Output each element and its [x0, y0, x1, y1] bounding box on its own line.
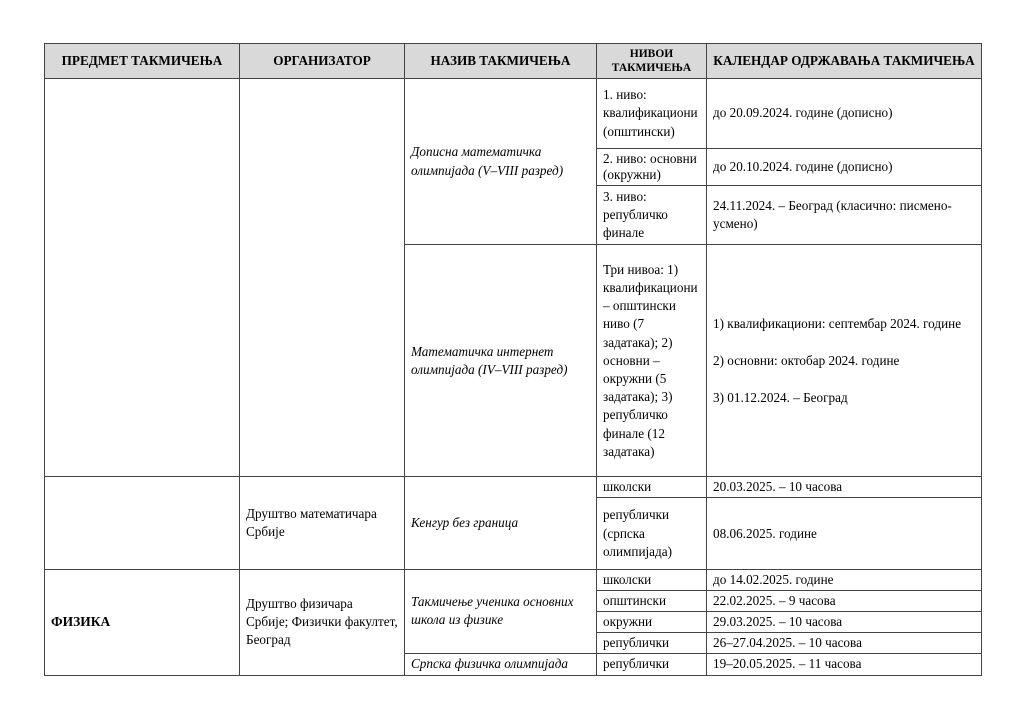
- competition-name: Дописна математичка олимпијада (V–VIII разред): [405, 79, 597, 245]
- header-subject: ПРЕДМЕТ ТАКМИЧЕЊА: [45, 44, 240, 79]
- table-row: [45, 570, 982, 591]
- organizer-cell: Друштво математичара Србије: [240, 477, 405, 570]
- date-cell: 22.02.2025. – 9 часова: [707, 591, 982, 612]
- header-level: НИВОИ ТАКМИЧЕЊА: [597, 44, 707, 79]
- subject-cell-empty: [45, 477, 240, 570]
- date-cell: до 14.02.2025. године: [707, 570, 982, 591]
- organizer-cell: Друштво физичара Србије; Физички факултет, Београд: [240, 570, 405, 675]
- level-cell: окружни: [597, 611, 707, 632]
- level-cell: 1. ниво: квалификациони (општински): [597, 79, 707, 149]
- level-cell: општински: [597, 591, 707, 612]
- level-cell: републички: [597, 653, 707, 675]
- date-cell: 24.11.2024. – Београд (класично: писмено-усмено): [707, 185, 982, 245]
- level-cell: републички (српска олимпијада): [597, 498, 707, 570]
- header-calendar: КАЛЕНДАР ОДРЖАВАЊА ТАКМИЧЕЊА: [707, 44, 982, 79]
- subject-cell-empty: [45, 79, 240, 477]
- date-cell: 29.03.2025. – 10 часова: [707, 611, 982, 632]
- level-cell: 2. ниво: основни (окружни): [597, 149, 707, 186]
- subject-cell: ФИЗИКА: [45, 570, 240, 675]
- date-line: 2) основни: октобар 2024. године: [713, 352, 900, 368]
- level-cell: школски: [597, 570, 707, 591]
- level-cell: републички: [597, 632, 707, 653]
- level-cell: школски: [597, 477, 707, 498]
- date-cell: до 20.10.2024. године (дописно): [707, 149, 982, 186]
- date-cell: 26–27.04.2025. – 10 часова: [707, 632, 982, 653]
- header-name: НАЗИВ ТАКМИЧЕЊА: [405, 44, 597, 79]
- header-organizer: ОРГАНИЗАТОР: [240, 44, 405, 79]
- date-cell: до 20.09.2024. године (дописно): [707, 79, 982, 149]
- competition-name: Такмичење ученика основних школа из физике: [405, 570, 597, 653]
- level-cell: 3. ниво: републичко финале: [597, 185, 707, 245]
- date-cell: [707, 245, 982, 477]
- date-line: 1) квалификациони: септембар 2024. године: [713, 315, 962, 331]
- level-cell: Три нивоа: 1) квалификациони – општински ниво (7 задатака); 2) основни – окружни (5 задатака); 3) републичко финале (12 задатака): [597, 245, 707, 477]
- date-cell: 08.06.2025. године: [707, 498, 982, 570]
- table-row: [45, 477, 982, 498]
- competition-name: Математичка интернет олимпијада (IV–VIII разред): [405, 245, 597, 477]
- table-row: [45, 79, 982, 149]
- date-line: 3) 01.12.2024. – Београд: [713, 389, 848, 405]
- date-cell: 19–20.05.2025. – 11 часова: [707, 653, 982, 675]
- competition-name: Кенгур без граница: [405, 477, 597, 570]
- competitions-table: [44, 43, 982, 676]
- date-cell: 20.03.2025. – 10 часова: [707, 477, 982, 498]
- organizer-cell-empty: [240, 79, 405, 477]
- header-row: [45, 44, 982, 79]
- competition-name: Српска физичка олимпијада: [405, 653, 597, 675]
